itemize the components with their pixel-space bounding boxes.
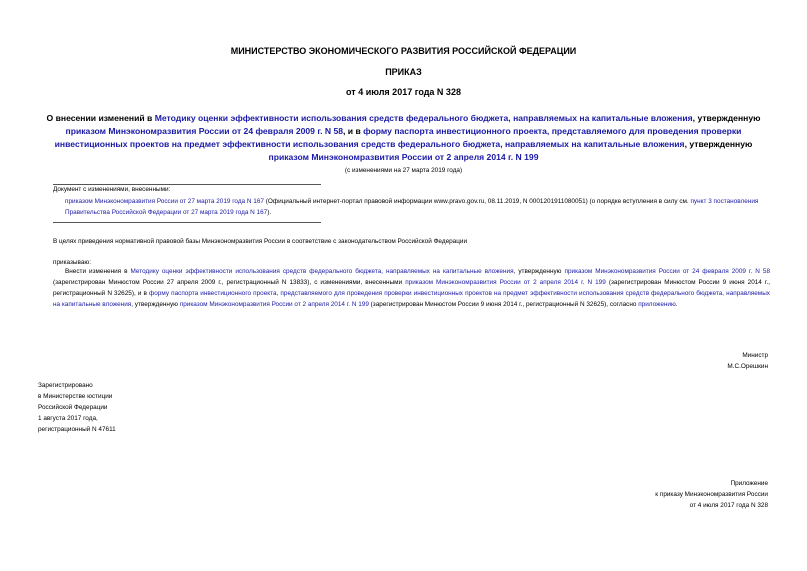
registration-line: 1 августа 2017 года, bbox=[38, 415, 98, 422]
link-order-167[interactable]: приказом Минэкономразвития России от 27 марта 2019 года N 167 bbox=[65, 198, 264, 205]
link-methodology[interactable]: Методику оценки эффективности использования средств федерального бюджета, направляемых на капитальные вложения bbox=[154, 113, 693, 123]
title-text: , утвержденную bbox=[692, 113, 761, 123]
link-order-199[interactable]: приказом Минэкономразвития России от 2 апреля 2014 г. N 199 bbox=[405, 279, 606, 287]
document-title bbox=[40, 112, 767, 164]
doc-changes-label: Документ с изменениями, внесенными: bbox=[53, 186, 171, 193]
title-text: , утвержденную bbox=[684, 139, 753, 149]
preamble: В целях приведения нормативной правовой базы Минэкономразвития России в соответствие с законодательством Российской Федерации bbox=[53, 238, 468, 245]
link-appendix[interactable]: приложению bbox=[638, 301, 676, 309]
link-passport-form[interactable]: форму паспорта инвестиционного проекта, представляемого для проведения проверки инвестиционных проектов на предмет эффективности использования средств федерального бюджета, направляемых на капитальные вложения bbox=[54, 126, 742, 149]
appendix-line: от 4 июля 2017 года N 328 bbox=[689, 502, 768, 509]
doc-changes-list bbox=[65, 196, 770, 218]
main-paragraph bbox=[53, 266, 770, 310]
doc-changes-text: ). bbox=[267, 209, 272, 216]
link-order-58[interactable]: приказом Минэкономразвития России от 24 февраля 2009 г. N 58 bbox=[564, 268, 771, 275]
main-text: Внести изменения в bbox=[65, 268, 131, 275]
divider bbox=[53, 222, 321, 223]
order-date-heading: от 4 июля 2017 года N 328 bbox=[346, 87, 461, 97]
signature-block bbox=[568, 350, 768, 372]
link-government-decree[interactable]: пункт 3 постановления Правительства Российской Федерации от 27 марта 2019 года N 167 bbox=[65, 198, 759, 216]
title-text: , и в bbox=[343, 126, 364, 136]
main-text: , утвержденную bbox=[131, 301, 180, 309]
appendix-block bbox=[528, 478, 768, 511]
order-word: приказываю: bbox=[53, 259, 91, 266]
link-order-199[interactable]: приказом Минэкономразвития России от 2 апреля 2014 г. N 199 bbox=[268, 152, 539, 162]
link-methodology[interactable]: Методику оценки эффективности использования средств федерального бюджета, направляемых на капитальные вложения bbox=[130, 268, 514, 275]
main-text: (зарегистрирован Минюстом России 27 апреля 2009 г., регистрационный N 13833), с изменениями, внесенными bbox=[53, 279, 406, 287]
order-type-heading: ПРИКАЗ bbox=[385, 67, 422, 77]
appendix-line: к приказу Минэкономразвития России bbox=[655, 491, 768, 498]
link-order-58[interactable]: приказом Минэкономразвития России от 24 февраля 2009 г. N 58 bbox=[65, 126, 343, 136]
divider bbox=[53, 184, 321, 185]
registration-line: Зарегистрировано bbox=[38, 382, 93, 389]
main-text: (зарегистрирован Минюстом России 9 июня 2014 г., регистрационный N 32625), согласно bbox=[368, 301, 639, 309]
link-passport-form[interactable]: форму паспорта инвестиционного проекта, представляемого для проведения проверки инвестиционных проектов на предмет эффективности использования средств федерального бюджета, направляемых на капитальные вложения bbox=[53, 290, 770, 309]
appendix-line: Приложение bbox=[730, 480, 768, 487]
ministry-heading: МИНИСТЕРСТВО ЭКОНОМИЧЕСКОГО РАЗВИТИЯ РОССИЙСКОЙ ФЕДЕРАЦИИ bbox=[230, 46, 577, 56]
registration-block bbox=[38, 380, 238, 435]
main-text: (зарегистрирован Минюстом России 9 июня 2014 г., регистрационный N 32625), и в bbox=[53, 279, 771, 298]
registration-line: регистрационный N 47611 bbox=[38, 426, 116, 433]
title-text: О внесении изменений в bbox=[46, 113, 155, 123]
signer-name: М.С.Орешкин bbox=[727, 363, 768, 370]
doc-changes-text: (Официальный интернет-портал правовой информации www.pravo.gov.ru, 08.11.2019, N 0001201911080051) (о порядке вступления в силу см. bbox=[263, 198, 691, 205]
registration-line: Российской Федерации bbox=[38, 404, 108, 411]
main-text: , утвержденную bbox=[513, 268, 565, 275]
signer-position: Министр bbox=[742, 352, 768, 359]
link-order-199[interactable]: приказом Минэкономразвития России от 2 апреля 2014 г. N 199 bbox=[179, 301, 369, 309]
main-text: . bbox=[675, 301, 678, 309]
revision-note: (с изменениями на 27 марта 2019 года) bbox=[344, 167, 463, 174]
registration-line: в Министерстве юстиции bbox=[38, 393, 113, 400]
